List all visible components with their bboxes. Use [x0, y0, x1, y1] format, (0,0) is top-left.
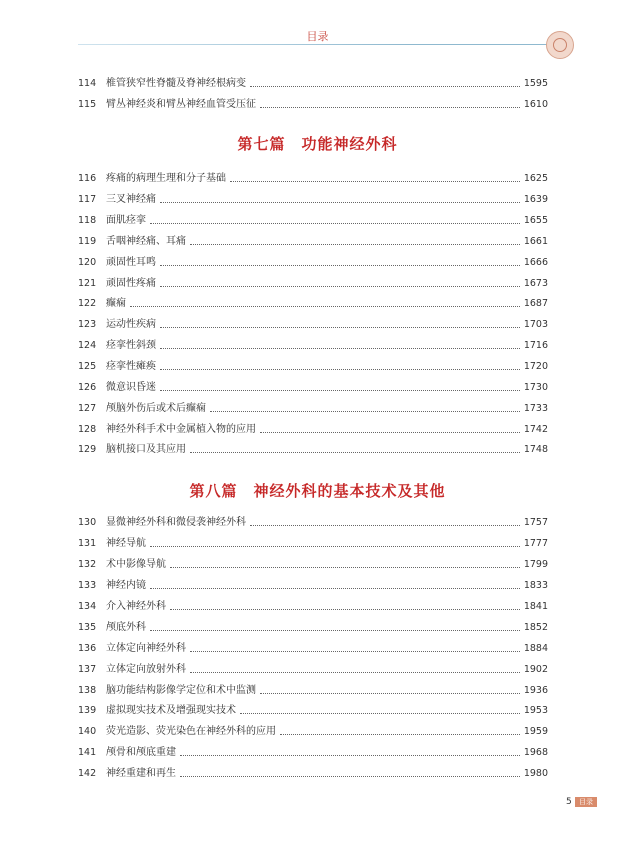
entry-number: 126 [78, 382, 97, 393]
entry-number: 130 [78, 517, 97, 528]
toc-entry[interactable] [78, 724, 548, 740]
dot-leader [190, 671, 520, 673]
entry-page: 1655 [523, 215, 548, 226]
dot-leader [160, 347, 520, 349]
dot-leader [150, 545, 520, 547]
entry-page: 1777 [523, 538, 548, 549]
toc-entry[interactable] [78, 557, 548, 573]
entry-page: 1980 [523, 768, 548, 779]
entry-page: 1959 [523, 726, 548, 737]
dot-leader [210, 410, 520, 412]
entry-title: 神经内镜 [106, 580, 146, 591]
entry-number: 121 [78, 278, 97, 289]
entry-page: 1730 [523, 382, 548, 393]
toc-entry[interactable] [78, 599, 548, 615]
entry-page: 1936 [523, 685, 548, 696]
entry-title: 神经外科手术中金属植入物的应用 [106, 424, 256, 435]
entry-page: 1841 [523, 601, 548, 612]
dot-leader [230, 180, 520, 182]
entry-number: 116 [78, 173, 97, 184]
toc-entry[interactable] [78, 380, 548, 396]
entry-number: 117 [78, 194, 97, 205]
dot-leader [160, 201, 520, 203]
entry-number: 123 [78, 319, 97, 330]
toc-entry[interactable] [78, 76, 548, 92]
entry-title: 痉挛性斜颈 [106, 340, 156, 351]
dot-leader [160, 326, 520, 328]
entry-title: 椎管狭窄性脊髓及脊神经根病变 [106, 78, 246, 89]
toc-entry[interactable] [78, 422, 548, 438]
entry-number: 125 [78, 361, 97, 372]
entry-page: 1703 [523, 319, 548, 330]
entry-number: 129 [78, 444, 97, 455]
entry-page: 1639 [523, 194, 548, 205]
entry-page: 1595 [523, 78, 548, 89]
entry-number: 140 [78, 726, 97, 737]
entry-page: 1953 [523, 705, 548, 716]
entry-title: 虚拟现实技术及增强现实技术 [106, 705, 236, 716]
entry-number: 139 [78, 705, 97, 716]
toc-entry[interactable] [78, 317, 548, 333]
dot-leader [150, 222, 520, 224]
entry-title: 痉挛性瘫痪 [106, 361, 156, 372]
entry-page: 1968 [523, 747, 548, 758]
entry-number: 135 [78, 622, 97, 633]
dot-leader [190, 650, 520, 652]
toc-entry[interactable] [78, 401, 548, 417]
entry-title: 癫痫 [106, 298, 126, 309]
dot-leader [130, 305, 520, 307]
dot-leader [250, 85, 520, 87]
entry-page: 1661 [523, 236, 548, 247]
dot-leader [260, 692, 520, 694]
entry-number: 134 [78, 601, 97, 612]
entry-number: 136 [78, 643, 97, 654]
entry-page: 1852 [523, 622, 548, 633]
toc-entry[interactable] [78, 276, 548, 292]
entry-title: 神经重建和再生 [106, 768, 176, 779]
toc-entry[interactable] [78, 578, 548, 594]
toc-entry[interactable] [78, 766, 548, 782]
entry-page: 1748 [523, 444, 548, 455]
toc-entry[interactable] [78, 442, 548, 458]
dot-leader [170, 566, 520, 568]
toc-entry[interactable] [78, 359, 548, 375]
entry-number: 138 [78, 685, 97, 696]
dot-leader [240, 712, 520, 714]
toc-entry[interactable] [78, 620, 548, 636]
entry-title: 脑机接口及其应用 [106, 444, 186, 455]
toc-entry[interactable] [78, 338, 548, 354]
entry-page: 1884 [523, 643, 548, 654]
dot-leader [260, 106, 520, 108]
entry-number: 115 [78, 99, 97, 110]
dot-leader [160, 285, 520, 287]
toc-entry[interactable] [78, 171, 548, 187]
entry-page: 1625 [523, 173, 548, 184]
entry-title: 立体定向放射外科 [106, 664, 186, 675]
entry-number: 132 [78, 559, 97, 570]
entry-title: 脑功能结构影像学定位和术中监测 [106, 685, 256, 696]
dot-leader [150, 587, 520, 589]
entry-number: 114 [78, 78, 97, 89]
entry-title: 三叉神经痛 [106, 194, 156, 205]
dot-leader [150, 629, 520, 631]
entry-title: 颅底外科 [106, 622, 146, 633]
toc-entry[interactable] [78, 641, 548, 657]
entry-title: 顽固性耳鸣 [106, 257, 156, 268]
dot-leader [190, 243, 520, 245]
entry-number: 120 [78, 257, 97, 268]
entry-number: 142 [78, 768, 97, 779]
toc-entry[interactable] [78, 536, 548, 552]
entry-page: 1716 [523, 340, 548, 351]
dot-leader [280, 733, 520, 735]
dot-leader [190, 451, 520, 453]
entry-title: 荧光造影、荧光染色在神经外科的应用 [106, 726, 276, 737]
entry-title: 介入神经外科 [106, 601, 166, 612]
entry-number: 128 [78, 424, 97, 435]
dot-leader [250, 524, 520, 526]
toc-entry[interactable] [78, 296, 548, 312]
toc-entry[interactable] [78, 97, 548, 113]
toc-entry[interactable] [78, 745, 548, 761]
entry-title: 立体定向神经外科 [106, 643, 186, 654]
toc-entry[interactable] [78, 683, 548, 699]
header-title: 目录 [306, 30, 329, 43]
entry-page: 1833 [523, 580, 548, 591]
toc-entry[interactable] [78, 234, 548, 250]
entry-title: 神经导航 [106, 538, 146, 549]
entry-title: 臂丛神经炎和臂丛神经血管受压征 [106, 99, 256, 110]
entry-page: 1720 [523, 361, 548, 372]
entry-page: 1757 [523, 517, 548, 528]
entry-number: 122 [78, 298, 97, 309]
dot-leader [160, 264, 520, 266]
toc-entry[interactable] [78, 703, 548, 719]
toc-entry[interactable] [78, 662, 548, 678]
entry-number: 137 [78, 664, 97, 675]
entry-number: 119 [78, 236, 97, 247]
entry-title: 微意识昏迷 [106, 382, 156, 393]
entry-page: 1742 [523, 424, 548, 435]
entry-title: 运动性疾病 [106, 319, 156, 330]
toc-entry[interactable] [78, 192, 548, 208]
entry-number: 124 [78, 340, 97, 351]
entry-number: 118 [78, 215, 97, 226]
dot-leader [160, 368, 520, 370]
dot-leader [180, 775, 520, 777]
entry-title: 术中影像导航 [106, 559, 166, 570]
section-heading-8: 第八篇 神经外科的基本技术及其他 [189, 482, 446, 500]
entry-page: 1666 [523, 257, 548, 268]
entry-title: 舌咽神经痛、耳痛 [106, 236, 186, 247]
entry-number: 127 [78, 403, 97, 414]
dot-leader [170, 608, 520, 610]
entry-title: 颅脑外伤后或术后癫痫 [106, 403, 206, 414]
entry-number: 141 [78, 747, 97, 758]
toc-entry[interactable] [78, 515, 548, 531]
entry-page: 1673 [523, 278, 548, 289]
footer-logo: 目录 [575, 797, 597, 807]
entry-number: 131 [78, 538, 97, 549]
entry-title: 顽固性疼痛 [106, 278, 156, 289]
entry-title: 颅骨和颅底重建 [106, 747, 176, 758]
dot-leader [260, 431, 520, 433]
entry-title: 疼痛的病理生理和分子基础 [106, 173, 226, 184]
entry-page: 1687 [523, 298, 548, 309]
entry-page: 1610 [523, 99, 548, 110]
header-rule [78, 44, 548, 45]
page-number: 5 [566, 797, 572, 807]
section-heading-7: 第七篇 功能神经外科 [237, 135, 398, 153]
entry-page: 1902 [523, 664, 548, 675]
dot-leader [180, 754, 520, 756]
entry-page: 1799 [523, 559, 548, 570]
entry-number: 133 [78, 580, 97, 591]
toc-entry[interactable] [78, 213, 548, 229]
toc-entry[interactable] [78, 255, 548, 271]
entry-title: 显微神经外科和微侵袭神经外科 [106, 517, 246, 528]
entry-title: 面肌痉挛 [106, 215, 146, 226]
entry-page: 1733 [523, 403, 548, 414]
header-seal-icon [546, 31, 574, 59]
dot-leader [160, 389, 520, 391]
